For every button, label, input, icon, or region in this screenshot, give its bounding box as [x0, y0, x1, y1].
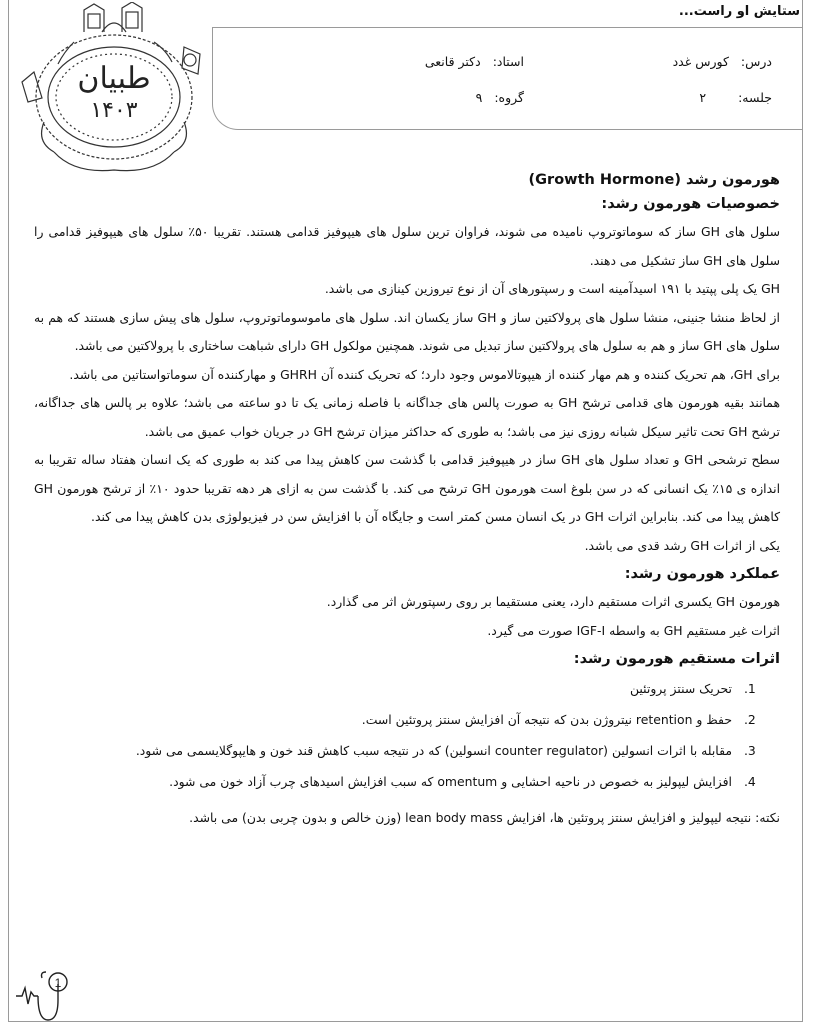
header-box	[212, 27, 803, 130]
note: نکته: نتیجه لیپولیز و افزایش سنتز پروتئین ها، افزایش lean body mass (وزن خالص و بدون چربی بدن) می باشد.	[189, 810, 780, 825]
document-title: هورمون رشد (Growth Hormone)	[528, 172, 780, 188]
course-label: درس:	[740, 54, 772, 69]
section-heading: عملکرد هورمون رشد:	[624, 566, 780, 582]
paragraph: اثرات غیر مستقیم GH به واسطه IGF-I صورت می گیرد.	[487, 622, 780, 638]
course-value: کورس غدد	[672, 54, 729, 69]
paragraph: سطح ترشحی GH و تعداد سلول های GH ساز در هیپوفیز قدامی با گذشت سن کاهش پیدا می کند به طوری که یک انسان هفتاد ساله تقریبا به اندازه ی ۱۵٪ یک انسانی که در سن بلوغ است هورمون GH ترشح می کند. با گذشت سن به ازای هر دهه تقریبا حدود ۱۰٪ از ترشح هورمون GH کاهش پیدا می کند. بنابراین اثرات GH در یک انسان مسن کمتر است و جایگاه آن با افزایش سن در فیزیولوژی بدن کاهش پیدا می کند.	[34, 452, 781, 524]
session-label: جلسه:	[738, 90, 772, 105]
paragraph: یکی از اثرات GH رشد قدی می باشد.	[584, 537, 780, 553]
session-value: ۲	[699, 90, 707, 105]
header-motto: ستایش او راست...	[678, 4, 800, 19]
page-number: 1	[54, 976, 62, 990]
section-heading: خصوصیات هورمون رشد:	[601, 196, 780, 212]
teacher-value: دکتر قانعی	[424, 54, 481, 69]
paragraph: برای GH، هم تحریک کننده و هم مهار کننده از هیپوتالاموس وجود دارد؛ که تحریک کننده آن GHRH و مهارکننده آن سوماتواستاتین می باشد.	[69, 366, 780, 382]
logo	[14, 2, 212, 182]
direct-effects-list	[34, 673, 780, 797]
paragraph: از لحاظ منشا جنینی، منشا سلول های پرولاکتین ساز و GH ساز یکسان اند. سلول های ماموسوماتوتروپ، سلول های پیش سازی هستند که هم به سلول های GH ساز و هم به سلول های پرولاکتین ساز تبدیل می شوند. همچنین مولکول GH دارای شباهت ساختاری با پرولاکتین می باشد.	[34, 309, 780, 353]
logo-title: طبیان	[77, 61, 151, 96]
group-field	[476, 90, 524, 105]
group-value: ۹	[475, 90, 483, 105]
list-item: 2. حفظ و retention نیتروژن بدن که نتیجه آن افزایش سنتز پروتئین است.	[34, 704, 740, 735]
course-field	[673, 54, 772, 69]
paragraph: هورمون GH یکسری اثرات مستقیم دارد، یعنی مستقیما بر روی رسپتورش اثر می گذارد.	[326, 594, 780, 609]
list-item: 3. مقابله با اثرات انسولین (counter regulator انسولین) که در نتیجه سبب کاهش قند خون و هایپوگلایسمی می شود.	[34, 735, 740, 766]
document-body	[34, 172, 780, 833]
paragraph: سلول های GH ساز که سوماتوتروپ نامیده می شوند، فراوان ترین سلول های هیپوفیز قدامی هستند. تقریبا ۵۰٪ سلول های هیپوفیز قدامی را سلول های GH ساز تشکیل می دهند.	[34, 224, 780, 268]
teacher-label: استاد:	[492, 54, 524, 69]
section-heading: اثرات مستقیم هورمون رشد:	[573, 651, 780, 667]
stethoscope-icon	[14, 970, 74, 1026]
teacher-field	[425, 54, 524, 69]
list-item: 4. افزایش لیپولیز به خصوص در ناحیه احشایی و omentum که سبب افزایش اسیدهای چرب آزاد خون می شود.	[34, 766, 740, 797]
paragraph: GH یک پلی پپتید با ۱۹۱ اسیدآمینه است و رسپتورهای آن از نوع تیروزین کینازی می باشد.	[324, 281, 780, 296]
group-label: گروه:	[494, 90, 524, 105]
session-field	[699, 90, 772, 105]
logo-year: ۱۴۰۳	[90, 98, 138, 123]
list-item: 1. تحریک سنتز پروتئین	[34, 673, 740, 704]
paragraph: همانند بقیه هورمون های قدامی ترشح GH به صورت پالس های جداگانه با فاصله زمانی یک تا دو ساعته می باشد؛ علاوه بر پالس های جداگانه، ترشح GH تحت تاثیر سیکل شبانه روزی نیز می باشد؛ به طوری که حداکثر میزان ترشح GH در جریان خواب عمیق می باشد.	[34, 395, 780, 439]
